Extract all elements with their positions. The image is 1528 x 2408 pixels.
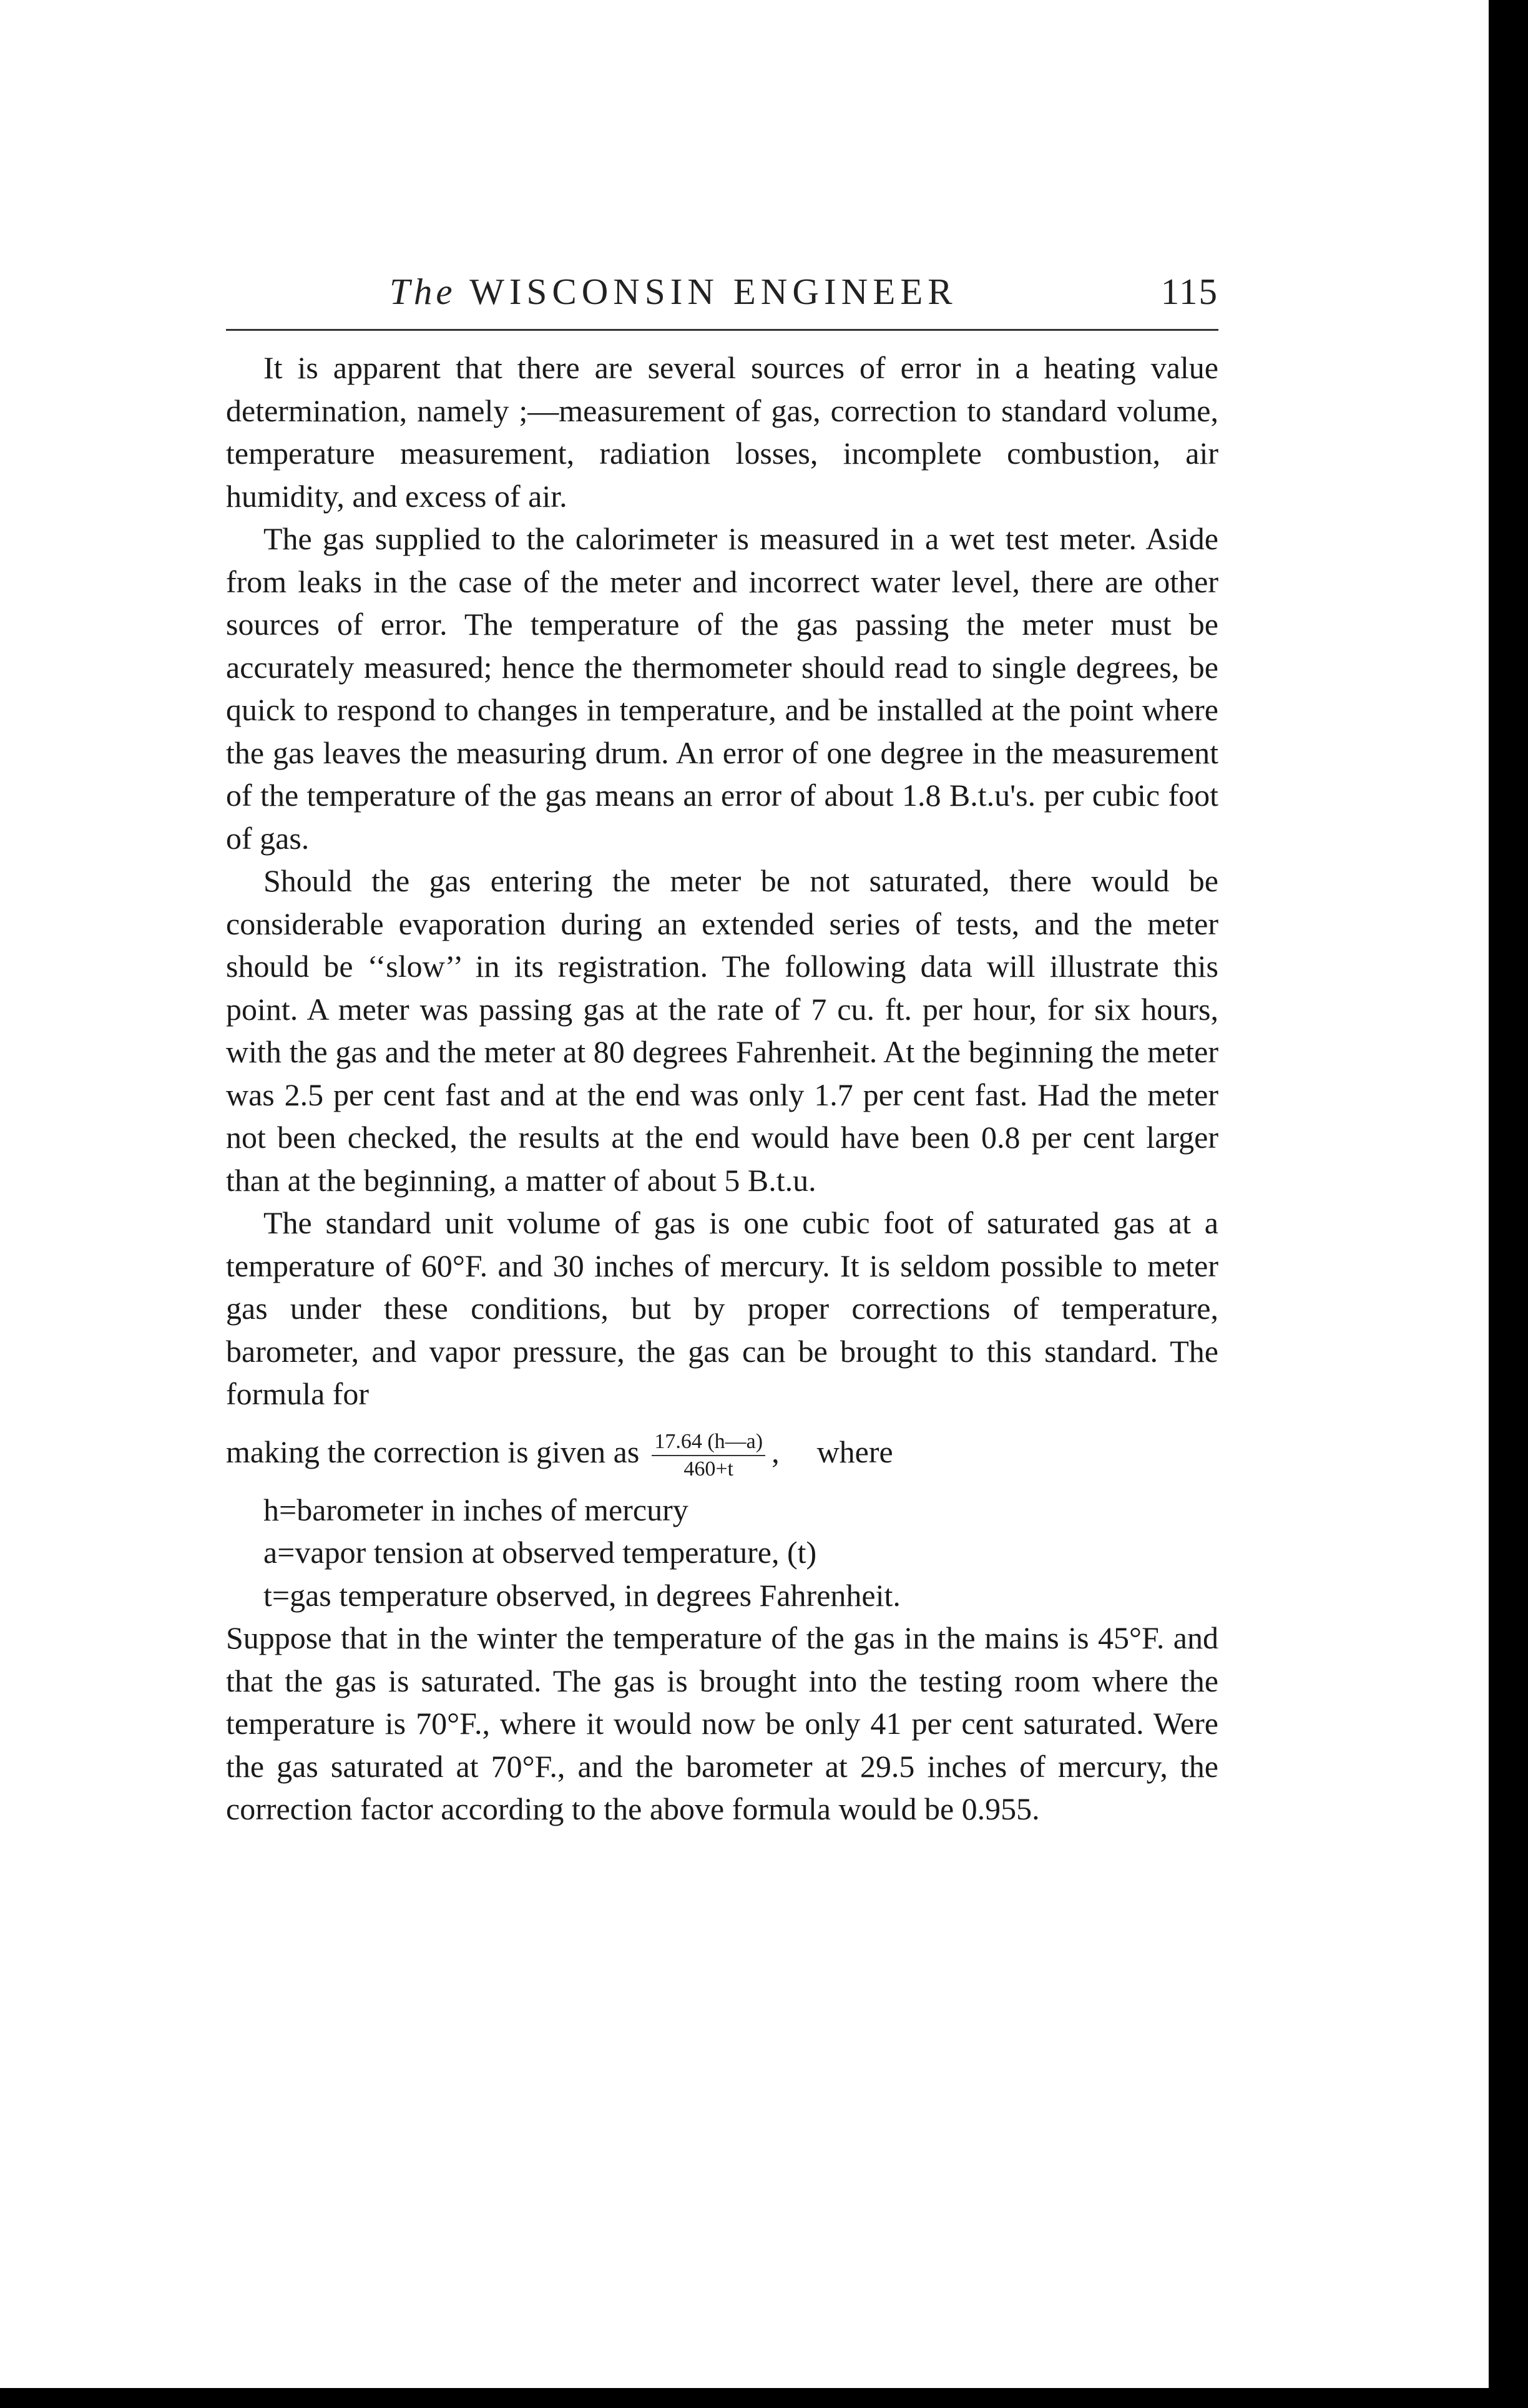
paragraph: The standard unit volume of gas is one cubic foot of saturated gas at a temperature of 60°F. and 30 inches of mercury. It is seldom possible to meter gas under these conditions, but by proper corrections of temperature, barometer, and vapor pressure, the gas can be brought to this standard. The formula for [226,1205,1218,1411]
definition-a: a=vapor tension at observed temperature, (t) [263,1535,817,1570]
paragraph: Suppose that in the winter the temperature of the gas in the mains is 45°F. and that the gas is saturated. The gas is brought into the testing room where the temperature is 70°F., where it would now be only 41 per cent saturated. Were the gas saturated at 70°F., and the barometer at 29.5 inches of mercury, the correction factor according to the above formula would be 0.955. [226,1620,1218,1826]
formula-comma: , [771,1434,780,1469]
variable-definitions [226,1489,1218,1617]
formula-line [226,1416,1218,1489]
journal-title-the: The [389,271,456,312]
formula-where: where [816,1434,893,1469]
definition-h: h=barometer in inches of mercury [263,1492,688,1527]
formula-denominator: 460+t [683,1457,733,1481]
formula-numerator: 17.64 (h—a) [652,1429,765,1456]
journal-title [389,270,957,313]
journal-title-name: WISCONSIN ENGINEER [469,271,957,312]
article-body [226,346,1218,1831]
paragraph: It is apparent that there are several sources of error in a heating value determination, namely ;—measurement of gas, correction to standard volume, temperature measurement, radiation losses, incomplete combustion, air humidity, and excess of air. [226,350,1218,514]
formula-lead-text: making the correction is given as [226,1434,640,1469]
correction-formula [652,1429,765,1482]
paragraph: Should the gas entering the meter be not saturated, there would be considerable evaporation during an extended series of tests, and the meter should be ‘‘slow’’ in its registration. The following data will illustrate this point. A meter was passing gas at the rate of 7 cu. ft. per hour, for six hours, with the gas and the meter at 80 degrees Fahrenheit. At the beginning the meter was 2.5 per cent fast and at the end was only 1.7 per cent fast. Had the meter not been checked, the results at the end would have been 0.8 per cent larger than at the beginning, a matter of about 5 B.t.u. [226,863,1218,1198]
definition-t: t=gas temperature observed, in degrees Fahrenheit. [263,1577,901,1613]
paragraph: The gas supplied to the calorimeter is measured in a wet test meter. Aside from leaks in the case of the meter and incorrect water level, there are other sources of error. The temperature of the gas passing the meter must be accurately measured; hence the thermometer should read to single degrees, be quick to respond to changes in temperature, and be installed at the point where the gas leaves the measuring drum. An error of one degree in the measurement of the temperature of the gas means an error of about 1.8 B.t.u's. per cubic foot of gas. [226,521,1218,856]
header-rule [226,329,1218,331]
page-number: 115 [1160,271,1218,312]
running-header [226,265,1218,321]
